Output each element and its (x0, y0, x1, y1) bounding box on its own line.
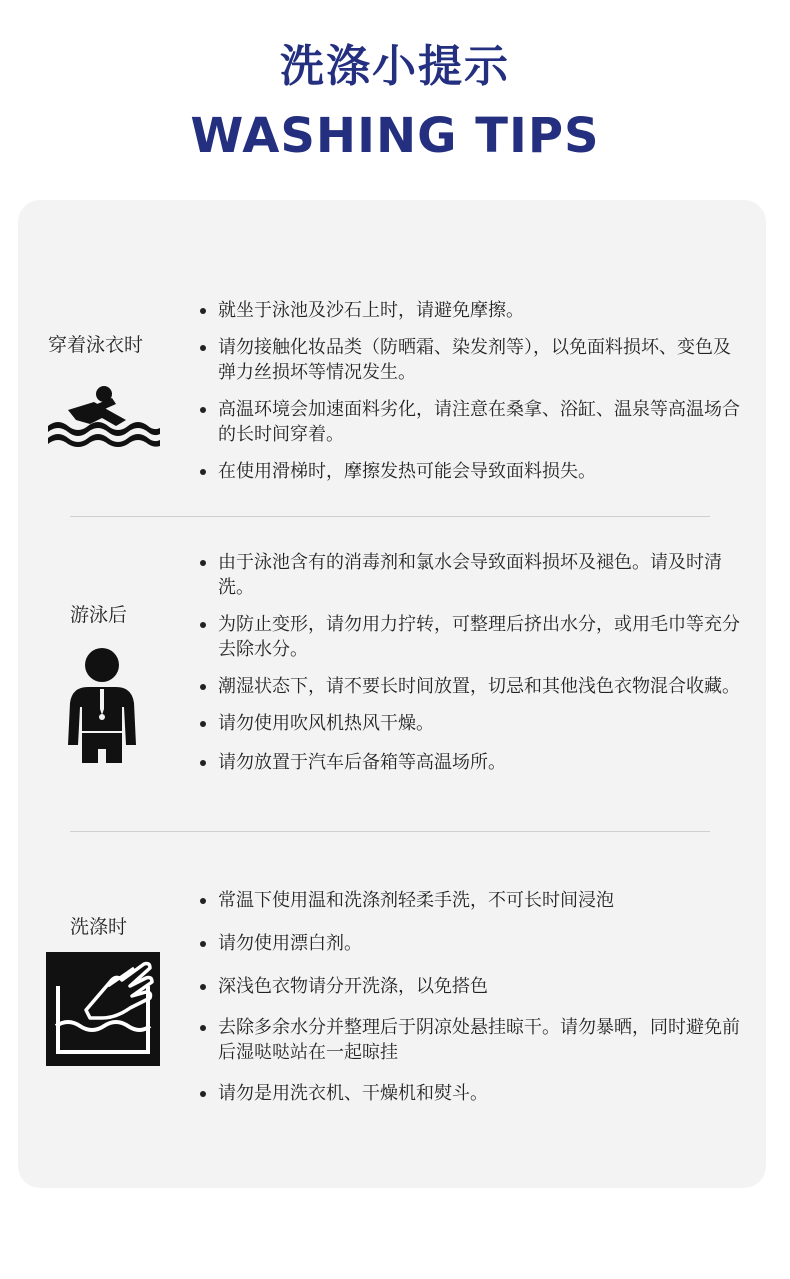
list-item: 请勿使用吹风机热风干燥。 (200, 711, 740, 736)
bullet-list (200, 550, 740, 775)
list-item: 潮湿状态下，请不要长时间放置，切忌和其他浅色衣物混合收藏。 (200, 674, 740, 699)
person-towel-icon (60, 645, 144, 769)
list-item: 高温环境会加速面料劣化，请注意在桑拿、浴缸、温泉等高温场合的长时间穿着。 (200, 397, 740, 447)
list-item: 去除多余水分并整理后于阴凉处悬挂晾干。请勿暴晒，同时避免前后湿哒哒站在一起晾挂 (200, 1015, 740, 1065)
list-item: 就坐于泳池及沙石上时，请避免摩擦。 (200, 298, 740, 323)
list-item: 请勿放置于汽车后备箱等高温场所。 (200, 750, 740, 775)
list-item: 深浅色衣物请分开洗涤，以免搭色 (200, 974, 740, 999)
swimmer-icon (46, 380, 162, 452)
list-item: 常温下使用温和洗涤剂轻柔手洗，不可长时间浸泡 (200, 888, 740, 913)
list-item: 请勿使用漂白剂。 (200, 931, 740, 956)
list-item: 由于泳池含有的消毒剂和氯水会导致面料损坏及褪色。请及时清洗。 (200, 550, 740, 600)
section-label: 游泳后 (70, 604, 128, 626)
divider (70, 516, 710, 517)
page-title-en: WASHING TIPS (190, 108, 600, 164)
bullet-list (200, 298, 740, 484)
hand-wash-icon (46, 952, 160, 1070)
tips-card (18, 200, 766, 1188)
list-item: 在使用滑梯时，摩擦发热可能会导致面料损失。 (200, 459, 740, 484)
page-title-cn: 洗涤小提示 (280, 41, 510, 92)
section-label: 穿着泳衣时 (48, 334, 144, 356)
list-item: 为防止变形，请勿用力拧转，可整理后挤出水分，或用毛巾等充分去除水分。 (200, 612, 740, 662)
divider (70, 831, 710, 832)
bullet-list (200, 888, 740, 1106)
section-label: 洗涤时 (70, 916, 128, 938)
list-item: 请勿是用洗衣机、干燥机和熨斗。 (200, 1081, 740, 1106)
list-item: 请勿接触化妆品类（防晒霜、染发剂等），以免面料损坏、变色及弹力丝损坏等情况发生。 (200, 335, 740, 385)
